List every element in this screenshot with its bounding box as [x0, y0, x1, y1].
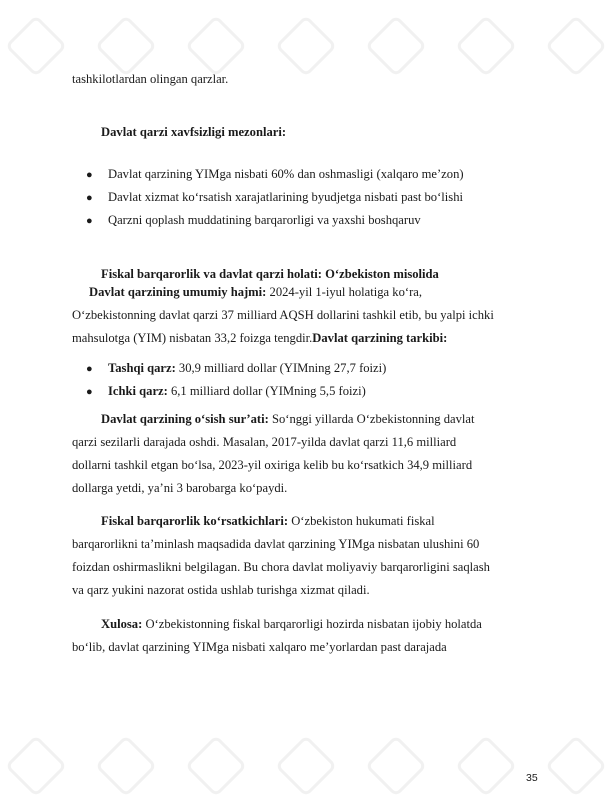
criteria-item: Qarzni qoplash muddatining barqarorligi va yaxshi boshqaruv	[108, 213, 421, 227]
watermark-diamond-icon	[455, 735, 517, 797]
watermark-diamond-icon	[95, 15, 157, 77]
indicators-text: O‘zbekiston hukumati fiskal	[288, 514, 435, 528]
criteria-item: Davlat qarzining YIMga nisbati 60% dan oshmasligi (xalqaro me’zon)	[108, 167, 464, 181]
paragraph-line: bo‘lib, davlat qarzining YIMga nisbati xalqaro me’yorlardan past darajada	[72, 640, 447, 654]
watermark-diamond-icon	[275, 735, 337, 797]
growth-text: So‘nggi yillarda O‘zbekistonning davlat	[268, 412, 475, 426]
paragraph-line: qarzi sezilarli darajada oshdi. Masalan, 2017-yilda davlat qarzi 11,6 milliard	[72, 435, 457, 449]
watermark-diamond-icon	[185, 15, 247, 77]
structure-item	[108, 385, 366, 398]
watermark-diamond-icon	[5, 735, 67, 797]
watermark-diamond-icon	[455, 15, 517, 77]
growth-lead: Davlat qarzining o‘sish sur’ati:	[101, 412, 269, 426]
watermark-diamond-icon	[185, 735, 247, 797]
volume-lead: Davlat qarzining umumiy hajmi:	[89, 285, 267, 299]
paragraph-line: O‘zbekistonning davlat qarzi 37 milliard AQSH dollarini tashkil etib, bu yalpi ichki	[72, 308, 494, 322]
paragraph-line	[101, 515, 435, 528]
section-heading: Fiskal barqarorlik va davlat qarzi holati: O‘zbekiston misolida	[101, 267, 439, 281]
conclusion-text: O‘zbekistonning fiskal barqarorligi hozirda nisbatan ijobiy holatda	[142, 617, 482, 631]
paragraph-line	[101, 618, 482, 631]
paragraph-line	[72, 332, 447, 345]
paragraph-line: tashkilotlardan olingan qarzlar.	[72, 72, 229, 86]
watermark-diamond-icon	[545, 15, 607, 77]
paragraph-line: barqarorlikni ta’minlash maqsadida davlat qarzining YIMga nisbatan ulushini 60	[72, 537, 480, 551]
bullet-icon: ●	[86, 386, 93, 398]
bullet-icon: ●	[86, 363, 93, 375]
structure-heading: Davlat qarzining tarkibi:	[312, 331, 448, 345]
structure-value: 30,9 milliard dollar (YIMning 27,7 foizi)	[175, 361, 387, 375]
bullet-icon: ●	[86, 215, 93, 227]
conclusion-lead: Xulosa:	[101, 617, 143, 631]
watermark-diamond-icon	[365, 15, 427, 77]
watermark-diamond-icon	[275, 15, 337, 77]
structure-value: 6,1 milliard dollar (YIMning 5,5 foizi)	[167, 384, 366, 398]
bullet-icon: ●	[86, 169, 93, 181]
indicators-lead: Fiskal barqarorlik ko‘rsatkichlari:	[101, 514, 289, 528]
volume-text: 2024-yil 1-iyul holatiga ko‘ra,	[266, 285, 423, 299]
paragraph-line	[101, 413, 474, 426]
watermark-diamond-icon	[5, 15, 67, 77]
criteria-item: Davlat xizmat ko‘rsatish xarajatlarining byudjetga nisbati past bo‘lishi	[108, 190, 463, 204]
structure-label: Tashqi qarz:	[108, 361, 176, 375]
criteria-heading: Davlat qarzi xavfsizligi mezonlari:	[101, 125, 287, 139]
bullet-icon: ●	[86, 192, 93, 204]
paragraph-line	[89, 286, 422, 299]
watermark-diamond-icon	[95, 735, 157, 797]
paragraph-line: dollarga yetdi, ya’ni 3 barobarga ko‘paydi.	[72, 481, 288, 495]
structure-item	[108, 362, 386, 375]
paragraph-line: foizdan oshirmaslikni belgilagan. Bu chora davlat moliyaviy barqarorligini saqlash	[72, 560, 490, 574]
page-number: 35	[526, 772, 538, 784]
paragraph-line: va qarz yukini nazorat ostida ushlab turishga xizmat qiladi.	[72, 583, 370, 597]
watermark-diamond-icon	[365, 735, 427, 797]
structure-label: Ichki qarz:	[108, 384, 168, 398]
volume-text: mahsulotga (YIM) nisbatan 33,2 foizga tengdir.	[72, 331, 313, 345]
watermark-diamond-icon	[545, 735, 607, 797]
paragraph-line: dollarni tashkil etgan bo‘lsa, 2023-yil oxiriga kelib bu ko‘rsatkich 34,9 milliard	[72, 458, 473, 472]
